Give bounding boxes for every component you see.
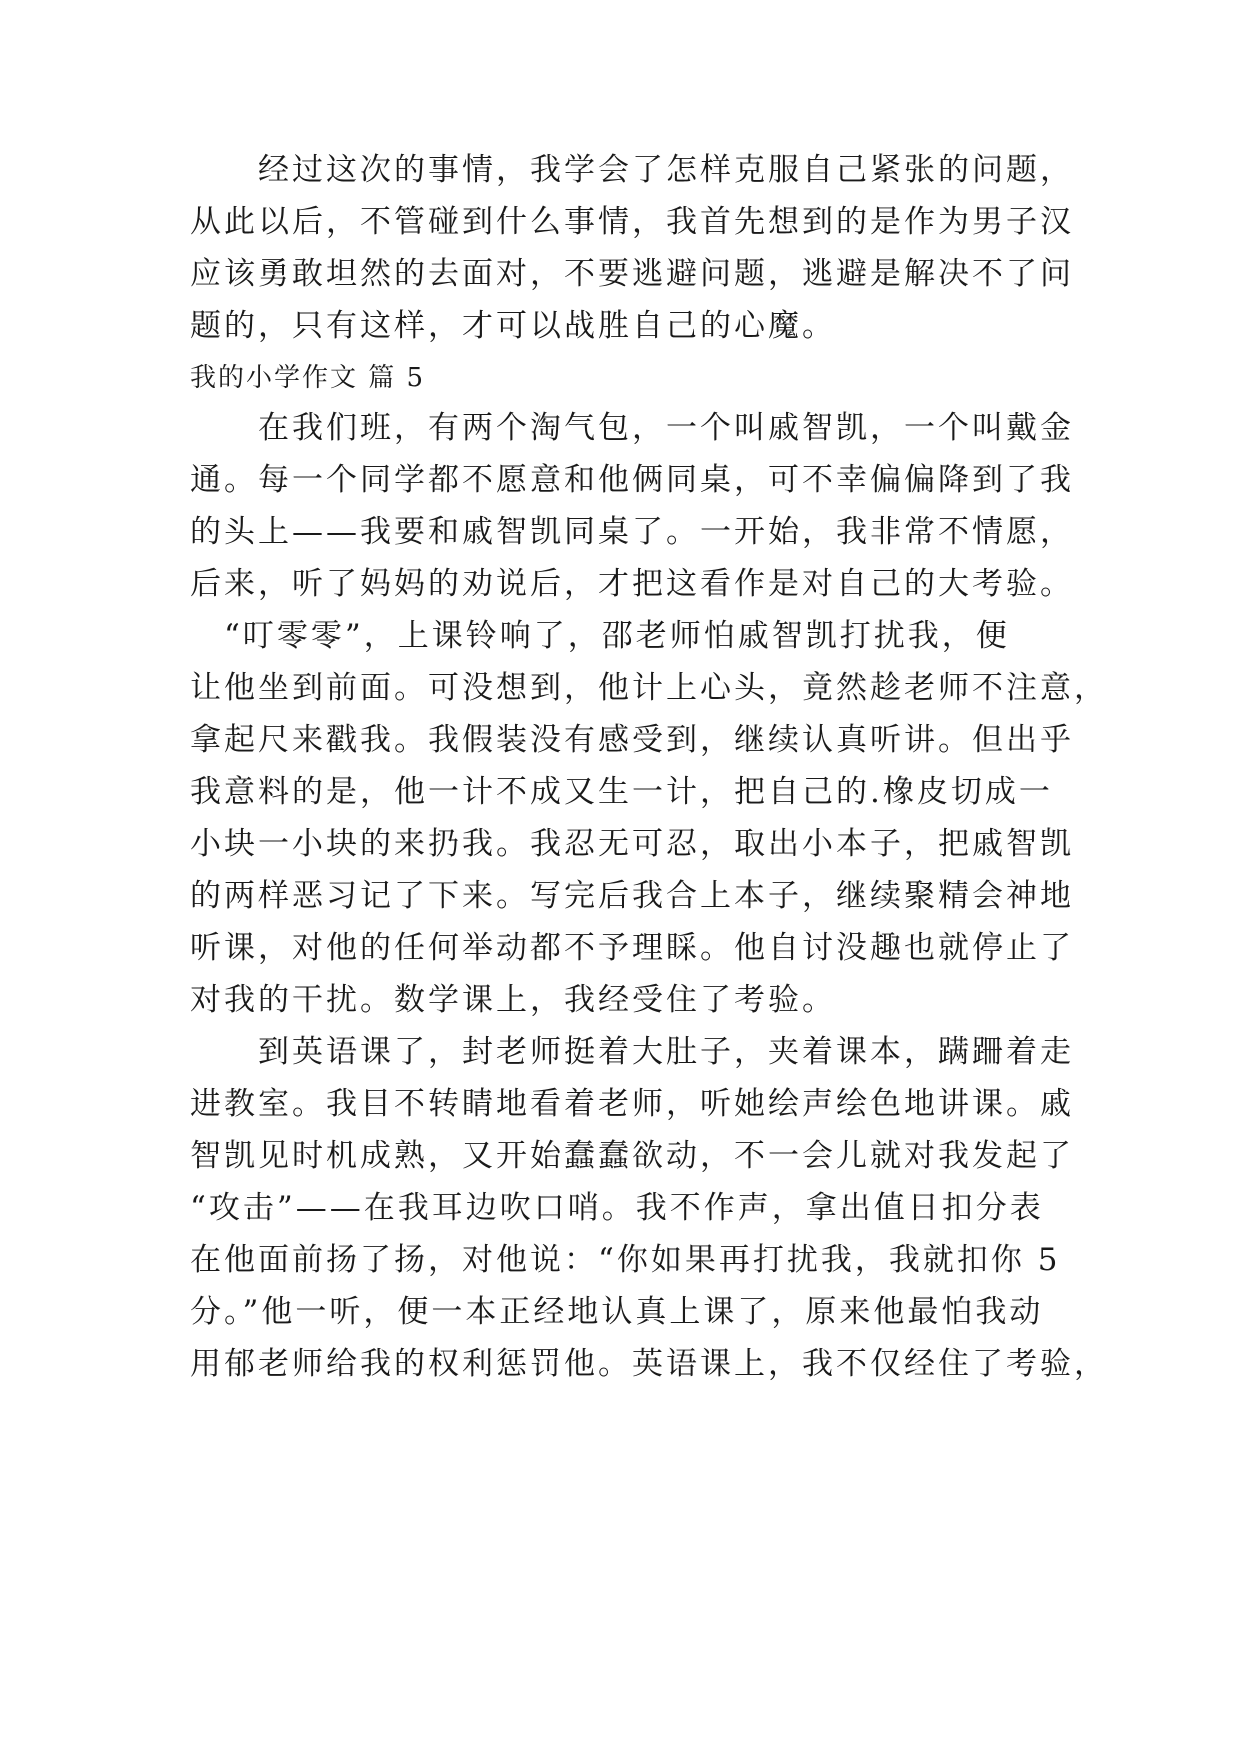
paragraph-line: 后来，听了妈妈的劝说后，才把这看作是对自己的大考验。: [190, 566, 1074, 602]
paragraph-line: “叮零零”，上课铃响了，邵老师怕戚智凯打扰我，便: [190, 618, 1010, 654]
paragraph-line: 听课，对他的任何举动都不予理睬。他自讨没趣也就停止了: [190, 930, 1074, 966]
paragraph-line: 用郁老师给我的权利惩罚他。英语课上，我不仅经住了考验，: [190, 1346, 1108, 1382]
paragraph-line: 拿起尺来戳我。我假装没有感受到，继续认真听讲。但出乎: [190, 722, 1074, 758]
paragraph-line: 在我们班，有两个淘气包，一个叫戚智凯，一个叫戴金: [190, 410, 1074, 446]
paragraph-line: 题的，只有这样，才可以战胜自己的心魔。: [190, 308, 836, 344]
paragraph-line: 的头上——我要和戚智凯同桌了。一开始，我非常不情愿，: [190, 514, 1074, 550]
paragraph-line: 小块一小块的来扔我。我忍无可忍，取出小本子，把戚智凯: [190, 826, 1074, 862]
paragraph-line: 对我的干扰。数学课上，我经受住了考验。: [190, 982, 836, 1018]
paragraph-line: 在他面前扬了扬，对他说：“你如果再打扰我，我就扣你 5: [190, 1242, 1061, 1278]
section-heading: 我的小学作文 篇 5: [190, 363, 426, 393]
paragraph-line: 经过这次的事情，我学会了怎样克服自己紧张的问题，: [190, 152, 1074, 188]
paragraph-line: 进教室。我目不转睛地看着老师，听她绘声绘色地讲课。戚: [190, 1086, 1074, 1122]
paragraph-line: 的两样恶习记了下来。写完后我合上本子，继续聚精会神地: [190, 878, 1074, 914]
paragraph-line: 分。”他一听，便一本正经地认真上课了，原来他最怕我动: [190, 1294, 1044, 1330]
paragraph-line: “攻击”——在我耳边吹口哨。我不作声，拿出值日扣分表: [190, 1190, 1044, 1226]
paragraph-line: 应该勇敢坦然的去面对，不要逃避问题，逃避是解决不了问: [190, 256, 1074, 292]
paragraph-line: 通。每一个同学都不愿意和他俩同桌，可不幸偏偏降到了我: [190, 462, 1074, 498]
paragraph-line: 到英语课了，封老师挺着大肚子，夹着课本，蹒跚着走: [190, 1034, 1074, 1070]
paragraph-line: 让他坐到前面。可没想到，他计上心头，竟然趁老师不注意，: [190, 670, 1108, 706]
paragraph-line: 从此以后，不管碰到什么事情，我首先想到的是作为男子汉: [190, 204, 1074, 240]
paragraph-line: 智凯见时机成熟，又开始蠢蠢欲动，不一会儿就对我发起了: [190, 1138, 1074, 1174]
paragraph-line: 我意料的是，他一计不成又生一计，把自己的.橡皮切成一: [190, 774, 1053, 810]
